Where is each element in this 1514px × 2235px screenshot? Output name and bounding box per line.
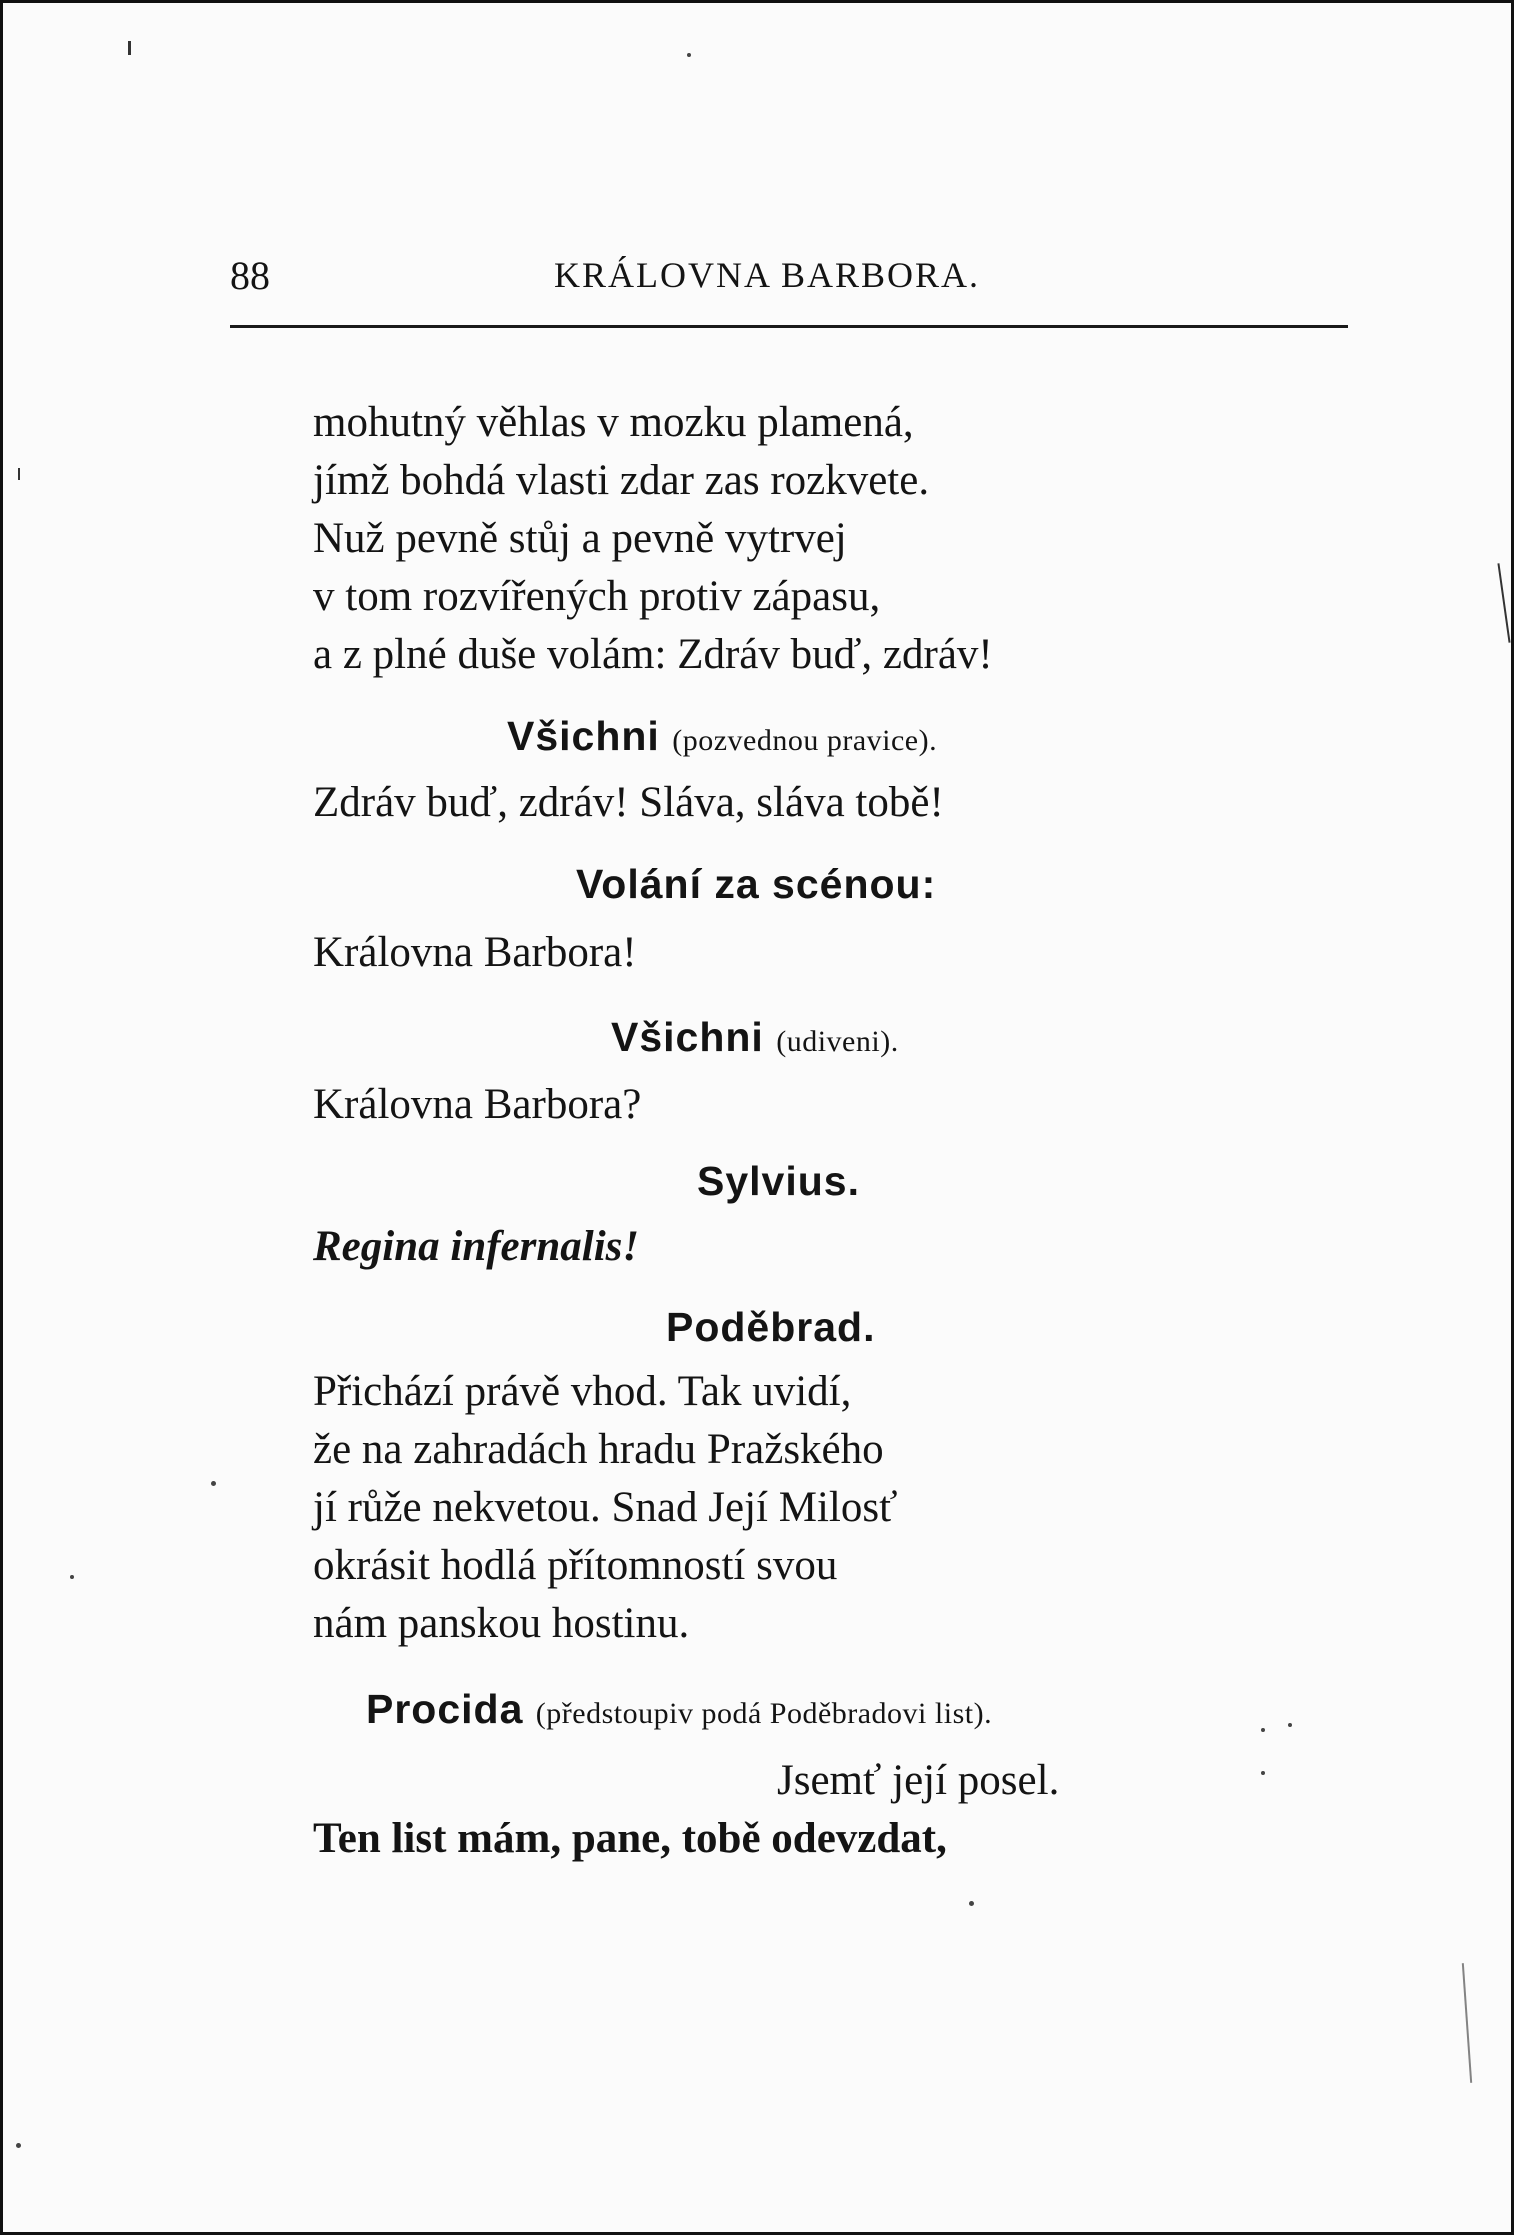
verse-line: Královna Barbora! <box>313 929 637 976</box>
speaker-name: Poděbrad. <box>666 1304 876 1350</box>
speaker-name: Všichni <box>507 713 660 759</box>
verse-line: Královna Barbora? <box>313 1081 642 1128</box>
running-title: KRÁLOVNA BARBORA. <box>554 255 981 295</box>
scan-speck <box>687 53 691 57</box>
speaker-name: Sylvius. <box>697 1158 860 1204</box>
verse-line: jí růže nekvetou. Snad Její Milosť <box>313 1484 898 1531</box>
scan-mark <box>1497 563 1510 642</box>
scan-speck <box>1261 1728 1265 1732</box>
speaker-heading <box>666 1299 875 1355</box>
stage-direction: (pozvednou pravice). <box>672 724 938 757</box>
scan-mark <box>1462 1963 1472 2083</box>
verse-line: nám panskou hostinu. <box>313 1600 690 1647</box>
verse-line: Nuž pevně stůj a pevně vytrvej <box>313 515 847 562</box>
verse-line: Zdráv buď, zdráv! Sláva, sláva tobě! <box>313 779 944 826</box>
speaker-heading <box>611 1009 899 1070</box>
verse-line: Ten list mám, pane, tobě odevzdat, <box>313 1815 947 1862</box>
verse-line: okrásit hodlá přítomností svou <box>313 1542 838 1589</box>
verse-line: Přichází právě vhod. Tak uvidí, <box>313 1368 852 1415</box>
scan-mark <box>18 468 20 480</box>
speaker-heading <box>507 708 937 769</box>
speaker-name: Volání za scénou: <box>576 861 937 907</box>
scan-speck <box>70 1575 74 1579</box>
verse-line: mohutný věhlas v mozku plamená, <box>313 399 914 446</box>
verse-line: jímž bohdá vlasti zdar zas rozkvete. <box>313 457 930 504</box>
header-rule <box>230 325 1348 328</box>
speaker-heading <box>366 1681 992 1742</box>
scan-speck <box>1261 1771 1265 1775</box>
verse-line: a z plné duše volám: Zdráv buď, zdráv! <box>313 631 993 678</box>
page-header <box>230 246 1348 306</box>
speaker-heading <box>697 1153 860 1209</box>
verse-line: že na zahradách hradu Pražského <box>313 1426 884 1473</box>
speaker-name: Procida <box>366 1686 524 1732</box>
speaker-heading <box>576 856 936 912</box>
scan-speck <box>1288 1723 1292 1727</box>
verse-line: Regina infernalis! <box>313 1223 640 1270</box>
verse-line: Jsemť její posel. <box>777 1757 1060 1804</box>
stage-direction: (předstoupiv podá Poděbradovi list). <box>535 1697 993 1730</box>
scan-speck <box>16 2143 21 2148</box>
scan-speck <box>969 1901 974 1906</box>
stage-direction: (udiveni). <box>776 1025 899 1058</box>
page-number: 88 <box>230 253 270 298</box>
speaker-name: Všichni <box>611 1014 764 1060</box>
scan-speck <box>211 1481 216 1486</box>
scan-mark <box>128 41 131 55</box>
verse-line: v tom rozvířených protiv zápasu, <box>313 573 881 620</box>
